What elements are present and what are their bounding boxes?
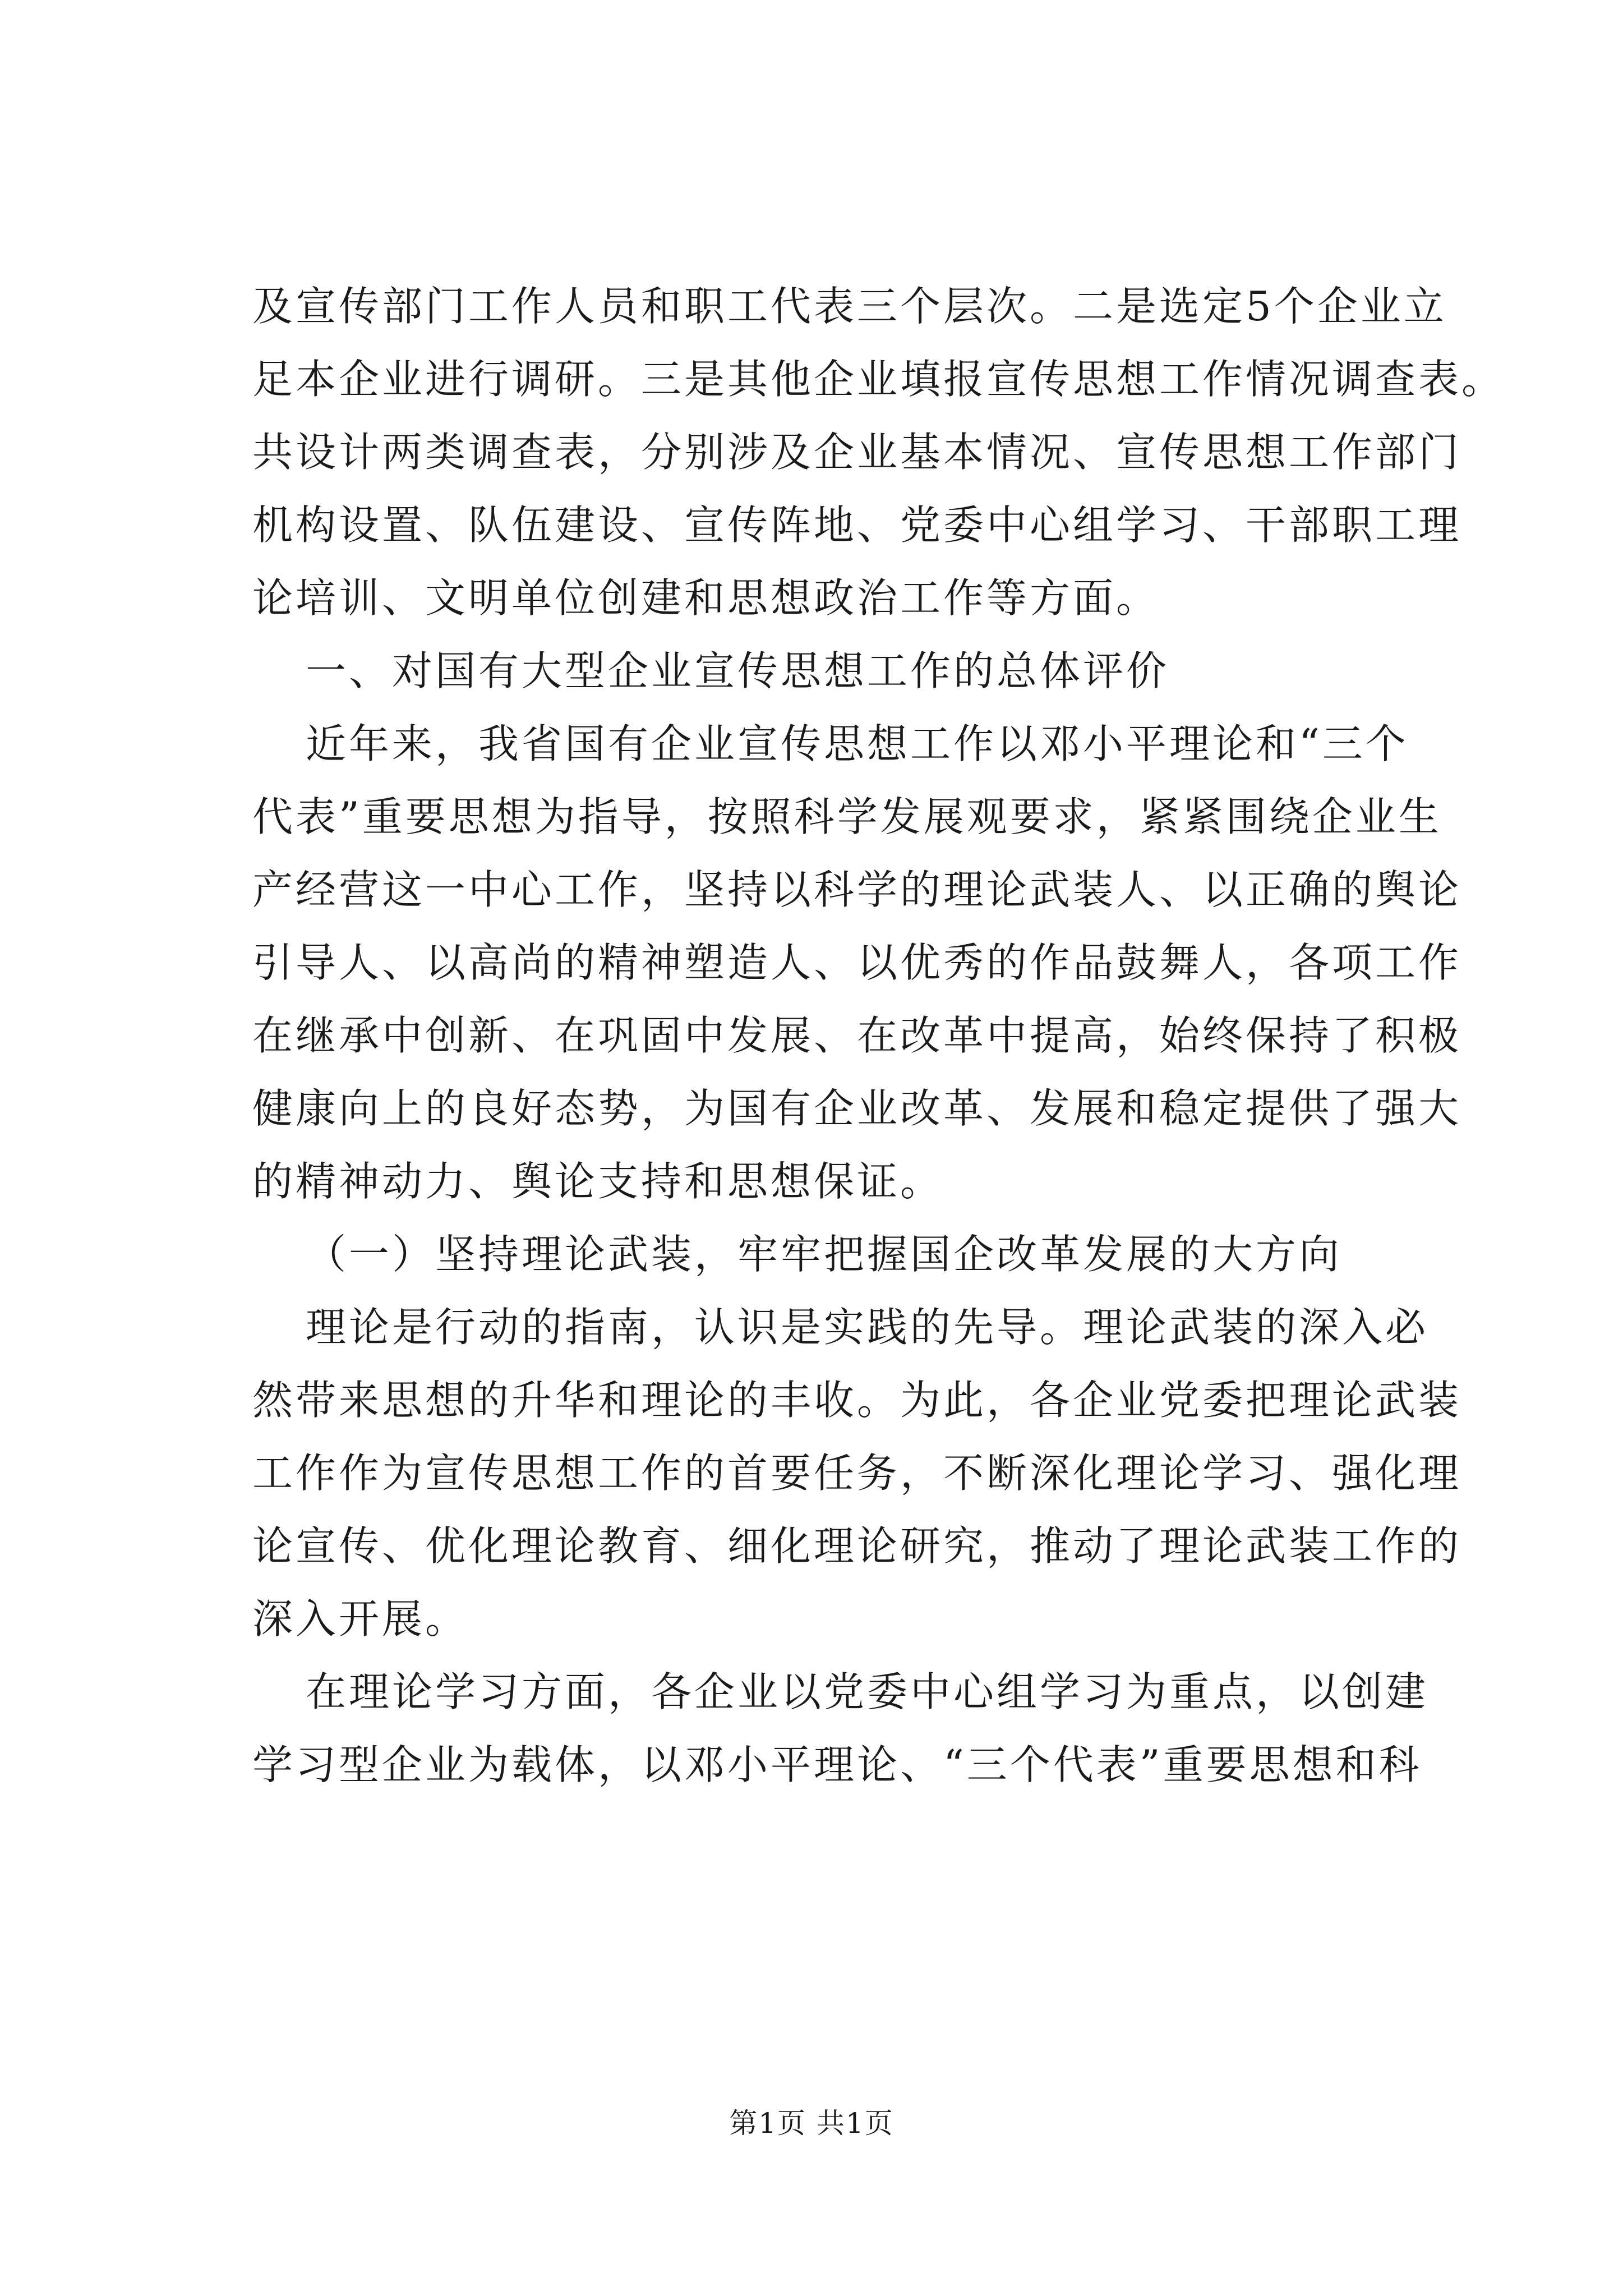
paragraph-first-line: 理论是行动的指南，认识是实践的先导。理论武装的深入必 — [306, 1304, 1429, 1351]
subsection-heading: （一）坚持理论武装，牢牢把握国企改革发展的大方向 — [306, 1231, 1343, 1278]
body-text-line: 机构设置、队伍建设、宣传阵地、党委中心组学习、干部职工理 — [252, 501, 1462, 549]
body-text-line: 健康向上的良好态势，为国有企业改革、发展和稳定提供了强大 — [252, 1085, 1462, 1132]
body-text-line: 足本企业进行调研。三是其他企业填报宣传思想工作情况调查表。 — [252, 356, 1505, 403]
body-text-line: 共设计两类调查表，分别涉及企业基本情况、宣传思想工作部门 — [252, 429, 1462, 476]
body-text-line: 代表”重要思想为指导，按照科学发展观要求，紧紧围绕企业生 — [252, 793, 1442, 840]
body-text-line: 的精神动力、舆论支持和思想保证。 — [252, 1158, 944, 1205]
body-text-line: 引导人、以高尚的精神塑造人、以优秀的作品鼓舞人，各项工作 — [252, 939, 1462, 986]
section-heading: 一、对国有大型企业宣传思想工作的总体评价 — [306, 647, 1170, 694]
body-text-line: 论培训、文明单位创建和思想政治工作等方面。 — [252, 574, 1160, 622]
body-text-line: 论宣传、优化理论教育、细化理论研究，推动了理论武装工作的 — [252, 1522, 1462, 1570]
page-footer: 第1页 共1页 — [729, 2107, 894, 2139]
body-text-line: 然带来思想的升华和理论的丰收。为此，各企业党委把理论武装 — [252, 1377, 1462, 1424]
paragraph-first-line: 在理论学习方面，各企业以党委中心组学习为重点，以创建 — [306, 1668, 1429, 1715]
body-text-line: 深入开展。 — [252, 1595, 469, 1642]
body-text-line: 及宣传部门工作人员和职工代表三个层次。二是选定5个企业立 — [252, 283, 1447, 330]
body-text-line: 工作作为宣传思想工作的首要任务，不断深化理论学习、强化理 — [252, 1450, 1462, 1497]
body-text-line: 在继承中创新、在巩固中发展、在改革中提高，始终保持了积极 — [252, 1012, 1462, 1059]
body-text-line: 产经营这一中心工作，坚持以科学的理论武装人、以正确的舆论 — [252, 866, 1462, 913]
paragraph-first-line: 近年来，我省国有企业宣传思想工作以邓小平理论和“三个 — [306, 720, 1409, 767]
body-text-line: 学习型企业为载体，以邓小平理论、“三个代表”重要思想和科 — [252, 1741, 1422, 1788]
